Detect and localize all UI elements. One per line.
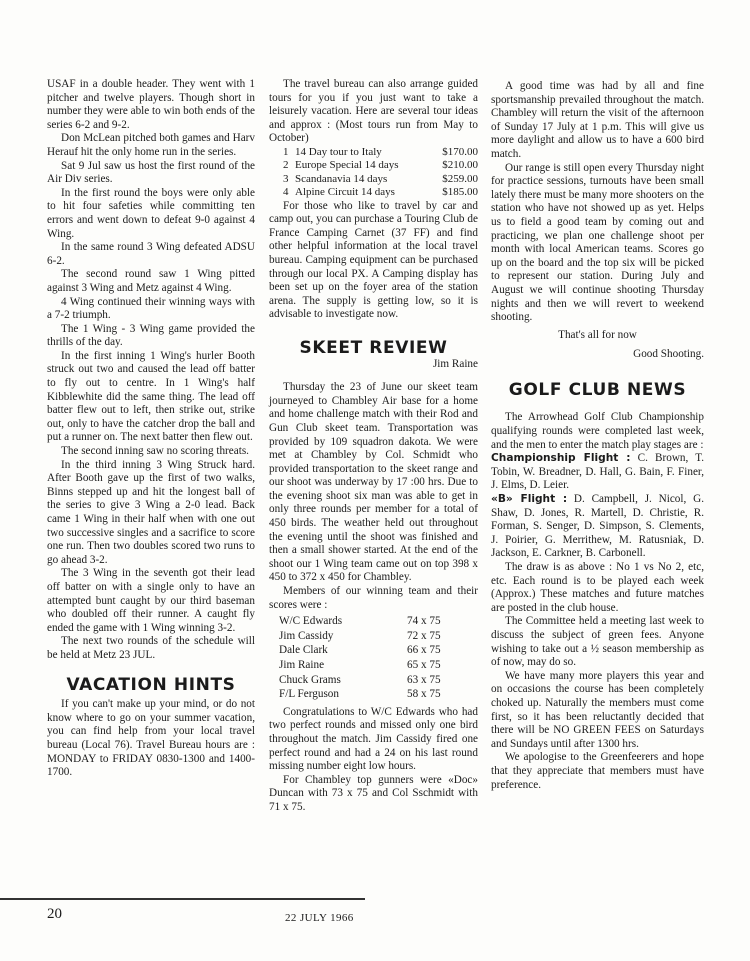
tour-price: $185.00: [442, 186, 478, 199]
tour-number: 4: [283, 186, 289, 199]
paragraph: Thursday the 23 of June our skeet team journeyed to Chambley Air base for a home and home challenge match with their Rod and Gun Club skeet team. Transportation was provided by 109 squadron dakota. We were met at Chambley by Col. Schmidt who provided transportation to the skeet range and our shoot was underway by 17 :00 hrs. Due to the evening shoot six man was able to get in only three rounds per member for a total of 450 birds. The weather held out throughout the evening until the shoot was finished and then a small shower started. At the end of the shoot our 1 Wing team came out on top 398 x 450 to 372 x 450 for Chambley.: [269, 381, 478, 584]
tour-name: Scandanavia 14 days: [295, 172, 388, 185]
byline: Jim Raine: [432, 357, 478, 370]
tour-item: [269, 186, 478, 199]
paragraph: In the third inning 3 Wing Struck hard. After Booth gave up the first of two walks, Binns stepped up and hit the longest ball of the series to give 3 Wing a 2-0 lead. Back came 1 Wing in their half when with one out two successive singles and a sacrifice to score one run. Then two doubles scored two runs to go ahead 3-2.: [47, 458, 255, 566]
column-2: [269, 78, 478, 815]
tour-price: $170.00: [442, 145, 478, 158]
paragraph: We have many more players this year and on occasions the course has been completely choked up. Naturally the members must come first, so it has been reluctantly decided that there will be NO GREEN FEES on Saturdays and Sundays until after 1300 hrs.: [491, 669, 704, 750]
paragraph: In the first inning 1 Wing's hurler Booth struck out two and caused the lead off batter to fly out to centre. In 1 Wing's half Kibblewhite did the same thing. The lead off batter flew out to left, then strike out, strike out, only to have the catcher drop the ball and put a runner on. The next batter then flew out.: [47, 349, 255, 444]
skeet-review-heading: SKEET REVIEW: [299, 337, 448, 358]
shooter-name: Chuck Grams: [279, 673, 341, 686]
tour-price: $210.00: [442, 159, 478, 172]
paragraph: We apologise to the Greenfeerers and hope that they appreciate that members must have preference.: [491, 751, 704, 791]
paragraph: Members of our winning team and their scores were :: [269, 585, 478, 611]
vacation-hints-heading: VACATION HINTS: [66, 674, 236, 695]
paragraph: Sat 9 Jul saw us host the first round of the Air Div series.: [47, 159, 255, 186]
paragraph: The draw is as above : No 1 vs No 2, etc, etc. Each round is to be played each week (Approx.) These matches and future matches are posted in the club house.: [491, 561, 704, 614]
score-row: [279, 658, 478, 673]
tour-number: 3: [283, 172, 289, 185]
paragraph: The travel bureau can also arrange guided tours for you if you just want to take a leisurely vacation. Here are several tour ideas and approx : (Most tours run from May to October): [269, 78, 478, 145]
score-row: [279, 687, 478, 702]
score-row: [279, 614, 478, 629]
paragraph: A good time was had by all and fine sportsmanship prevailed throughout the match. Chambley will return the visit of the afternoon of Sunday 17 July at 1 p.m. This will give us more daylight and allow us to have a 600 bird match.: [491, 80, 704, 160]
shooter-score: 65 x 75: [407, 659, 441, 671]
tour-item: [269, 173, 478, 186]
shooter-name: Jim Cassidy: [279, 629, 334, 642]
shooter-score: 72 x 75: [407, 629, 441, 642]
paragraph: The Arrowhead Golf Club Championship qualifying rounds were completed last week, and the men to enter the match play stages are :: [491, 411, 704, 451]
shooter-score: 63 x 75: [407, 673, 441, 686]
paragraph: Congratulations to W/C Edwards who had two perfect rounds and missed only one bird throughout the match. Jim Cassidy fired one perfect round and had a 24 on his last round missing number eight low hours.: [269, 705, 478, 773]
score-row: [279, 673, 478, 688]
paragraph: In the first round the boys were only able to hit four safeties while committing ten errors and went down to defeat 9-0 against 4 Wing.: [47, 186, 255, 240]
b-flight: [491, 493, 704, 561]
shooter-name: F/L Ferguson: [279, 688, 339, 701]
page-number: 20: [47, 906, 62, 922]
shooter-score: 66 x 75: [407, 644, 441, 657]
championship-flight: [491, 452, 704, 493]
paragraph: The Committee held a meeting last week to discuss the subject of green fees. Anyone wishing to take out a ½ season membership as of now, may do so.: [491, 615, 704, 669]
sign-off: Good Shooting.: [633, 348, 704, 361]
paragraph: Don McLean pitched both games and Harv Herauf hit the only home run in the series.: [47, 132, 255, 158]
tour-item: [269, 146, 478, 159]
paragraph: If you can't make up your mind, or do not know where to go on your summer vacation, you can find help from your local travel bureau (Local 76). Travel Bureau hours are : MONDAY to FRIDAY 0830-1300 and 1400-1700.: [47, 698, 255, 779]
paragraph: For Chambley top gunners were «Doc» Duncan with 73 x 75 and Col Sschmidt with 71 x 75.: [269, 773, 478, 813]
shooter-name: Jim Raine: [279, 659, 325, 671]
tour-name: Europe Special 14 days: [295, 159, 399, 172]
paragraph: The second inning saw no scoring threats.: [61, 445, 249, 458]
championship-flight-names: C. Brown, T. Tobin, W. Breadner, D. Hall, G. Bain, F. Finer, J. Elms, D. Leier.: [491, 452, 705, 492]
shooter-score: 74 x 75: [407, 615, 441, 628]
paragraph: 4 Wing continued their winning ways with a 7-2 triumph.: [47, 295, 255, 322]
paragraph: In the same round 3 Wing defeated ADSU 6-2.: [47, 241, 255, 267]
tour-name: 14 Day tour to Italy: [295, 145, 382, 158]
column-3: [491, 80, 704, 792]
paragraph: The next two rounds of the schedule will be held at Metz 23 JUL.: [47, 635, 255, 661]
shooter-score: 58 x 75: [407, 688, 441, 701]
paragraph: The 1 Wing - 3 Wing game provided the thrills of the day.: [47, 322, 255, 349]
paragraph: The 3 Wing in the seventh got their lead off batter on with a single only to have an attempted bunt caught by our third baseman who doubled off their runner. A caught fly ended the game with 1 Wing winning 3-2.: [47, 567, 255, 634]
score-row: [279, 643, 478, 658]
tour-item: [269, 159, 478, 172]
golf-club-news-heading: GOLF CLUB NEWS: [508, 379, 687, 400]
issue-date: 22 JULY 1966: [285, 912, 354, 924]
sign-off: That's all for now: [558, 328, 637, 341]
paragraph: The second round saw 1 Wing pitted against 3 Wing and Metz against 4 Wing.: [47, 268, 255, 294]
championship-flight-label: Championship Flight :: [491, 452, 631, 465]
tour-number: 2: [283, 159, 289, 172]
b-flight-label: «B» Flight :: [491, 493, 568, 506]
tour-number: 1: [283, 145, 289, 158]
score-row: [279, 629, 478, 644]
column-1: [47, 78, 255, 780]
tour-price: $259.00: [442, 172, 478, 185]
paragraph: USAF in a double header. They went with 1 pitcher and twelve players. Though short in number they were able to win both ends of the series 6-2 and 9-2.: [47, 78, 255, 131]
score-list: [269, 614, 478, 702]
shooter-name: Dale Clark: [279, 644, 328, 657]
paragraph: For those who like to travel by car and camp out, you can purchase a Touring Club de France Camping Carnet (37 FF) and find other helpful information at the local travel bureau. Camping equipment can be purchased through our local PX. A Camping display has been set up on the foyer area of the station arena. The supply is getting low, so it is advisable to investigate now.: [269, 199, 478, 321]
footer-rule: [0, 898, 365, 900]
b-flight-names: D. Campbell, J. Nicol, G. Shaw, D. Jones, R. Martell, D. Christie, R. Forman, S. Senger, D. Simpson, S. Clements, J. Poirier, G. Merrithew, M. Ratusniak, D. Jackson, E. Carkner, B. Carbonell.: [491, 493, 704, 560]
paragraph: Our range is still open every Thursday night for practice sessions, turnouts have been small lately there must be many more shooters on the station who have not showed up as yet. Helps us to field a good team by coming out and practicing, we plan one challenge shoot per month with local American teams. Scores go up on the board and the top six will be picked to represent our station. During July and August we will continue shooting Thursday nights and then we will revert to weekend shooting.: [491, 161, 704, 324]
tour-name: Alpine Circuit 14 days: [295, 186, 395, 199]
shooter-name: W/C Edwards: [279, 615, 343, 628]
tour-list: [269, 146, 478, 200]
